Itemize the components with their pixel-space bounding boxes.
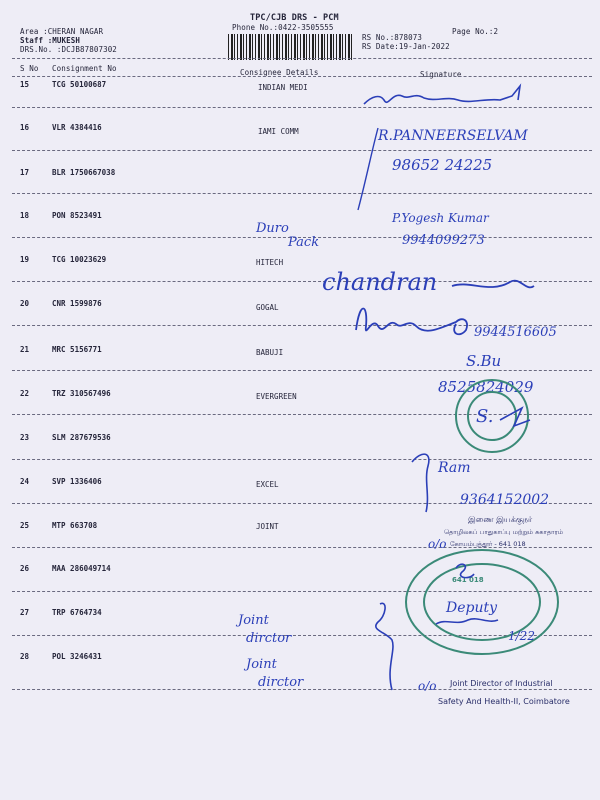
handwritten-note: Pack (288, 235, 320, 250)
signature-scribble (356, 309, 467, 335)
row-consignment: SVP 1336406 (52, 477, 102, 486)
signature-scribble (376, 603, 393, 690)
row-consignment: BLR 1750667038 (52, 168, 116, 177)
row-sno: 18 (20, 211, 30, 220)
document-title: TPC/CJB DRS - PCM (250, 13, 339, 23)
row-consignment: TRZ 310567496 (52, 389, 111, 398)
row-sno: 28 (20, 652, 30, 661)
row-sno: 21 (20, 345, 30, 354)
signature-scribble (436, 619, 498, 624)
row-sno: 17 (20, 168, 30, 177)
row-consignment: TRP 6764734 (52, 608, 102, 617)
handwritten-note: Duro (256, 221, 289, 236)
area-label: Area :CHERAN NAGAR (20, 27, 104, 36)
row-consignee: JOINT (256, 522, 279, 531)
row-sno: 26 (20, 564, 30, 573)
column-consignment: Consignment No (52, 64, 117, 73)
row-consignee: IAMI COMM (258, 127, 299, 136)
handwritten-note: dirctor (258, 675, 304, 690)
signature-phone: 9944516605 (474, 325, 557, 340)
row-consignment: MAA 286049714 (52, 564, 111, 573)
office-stamp-text: தொழிலகப் பாதுகாப்பு மற்றும் சுகாதாரம் (444, 528, 564, 536)
handwritten-note: o/o (418, 679, 437, 693)
handwritten-note: dirctor (246, 631, 292, 646)
handwritten-note: o/o (428, 537, 447, 551)
row-sno: 23 (20, 433, 30, 442)
row-consignee: EVERGREEN (256, 392, 297, 401)
office-stamp-text: கோயம்புத்தூர் - 641 018 (450, 540, 526, 548)
handwritten-note: Deputy (446, 600, 498, 616)
handwritten-date: 1/22 (508, 629, 535, 643)
row-consignee: GOGAL (256, 303, 279, 312)
row-sno: 27 (20, 608, 30, 617)
row-sno: 24 (20, 477, 30, 486)
signature-phone: 9364152002 (460, 492, 550, 508)
row-consignee: HITECH (256, 258, 284, 267)
staff-label: Staff :MUKESH (20, 36, 80, 45)
rs-number: RS No.:878073 (362, 33, 422, 42)
row-sno: 19 (20, 255, 30, 264)
office-stamp-text: Joint Director of Industrial (450, 679, 553, 688)
row-consignee: BABUJI (256, 348, 284, 357)
office-stamp-text: Safety And Health-II, Coimbatore (438, 697, 570, 706)
row-consignment: POL 3246431 (52, 652, 102, 661)
column-consignee: Consignee Details (240, 68, 319, 77)
signature-name: S.Bu (466, 352, 502, 370)
signature-scribble (412, 454, 429, 512)
page-number: Page No.:2 (452, 27, 499, 36)
row-sno: 25 (20, 521, 30, 530)
signature-name: R.PANNEERSELVAM (378, 128, 528, 144)
signature-phone: 8525824029 (438, 378, 534, 396)
row-consignee: EXCEL (256, 480, 279, 489)
row-consignment: CNR 1599876 (52, 299, 102, 308)
row-consignment: MRC 5156771 (52, 345, 102, 354)
office-stamp-text: இணை இயக்குநர் (468, 515, 533, 524)
handwritten-note: Joint (246, 657, 277, 672)
seal-text: 641 018 (452, 576, 484, 584)
column-sno: S No (20, 64, 39, 73)
column-signature: Signature (420, 70, 462, 79)
signature-stroke (358, 128, 378, 210)
row-consignment: VLR 4384416 (52, 123, 102, 132)
row-consignment: PON 8523491 (52, 211, 102, 220)
rs-date: RS Date:19-Jan-2022 (362, 42, 450, 51)
row-consignment: MTP 663708 (52, 521, 98, 530)
signature-name: chandran (322, 268, 438, 296)
row-sno: 16 (20, 123, 30, 132)
handwritten-note: Joint (238, 613, 269, 628)
row-sno: 15 (20, 80, 30, 89)
row-sno: 22 (20, 389, 30, 398)
row-consignee: INDIAN MEDI (258, 83, 308, 92)
signature-name: P.Yogesh Kumar (392, 211, 489, 225)
signature-phone: 9944099273 (402, 233, 485, 248)
row-consignment: SLM 287679536 (52, 433, 111, 442)
stamp-signature: S. (476, 406, 494, 427)
signature-scribble (364, 86, 520, 104)
row-sno: 20 (20, 299, 30, 308)
phone-number: Phone No.:0422-3505555 (232, 23, 334, 32)
row-consignment: TCG 10023629 (52, 255, 107, 264)
handwritten-note: Ram (438, 460, 471, 476)
signature-scribble (452, 281, 534, 288)
drs-number: DRS.No. :DCJB87807302 (20, 45, 117, 54)
signature-phone: 98652 24225 (392, 156, 493, 174)
row-consignment: TCG 50100687 (52, 80, 107, 89)
